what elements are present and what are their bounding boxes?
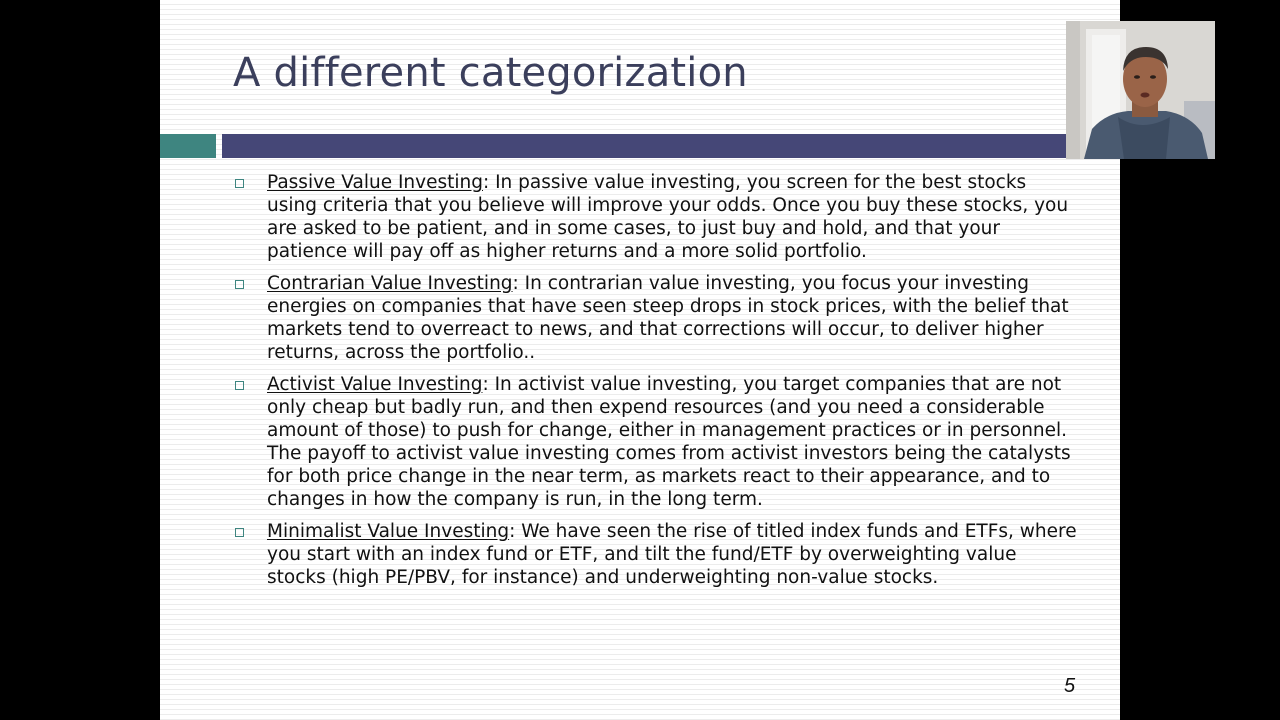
bullet-list — [235, 171, 1080, 598]
hollow-square-icon — [235, 179, 244, 188]
bullet-term: Contrarian Value Investing — [267, 273, 513, 294]
slide-page-number: 5 — [1064, 675, 1076, 697]
bullet-item-minimalist — [235, 520, 1080, 589]
bullet-text: : In activist value investing, you target companies that are not only cheap but badly run, and then expend resources (and you need a considerable amount of those) to push for change, either in management practices or in personnel. The payoff to activist value investing comes from activist investors being the catalysts for both price change in the near term, as markets react to their appearance, and to changes in how the company is run, in the long term. — [267, 374, 1071, 510]
bullet-item-activist — [235, 373, 1080, 511]
presenter-figure — [1066, 21, 1215, 159]
presenter-webcam-thumbnail — [1066, 21, 1215, 159]
bullet-text: : In passive value investing, you screen for the best stocks using criteria that you believe will improve your odds. Once you buy these stocks, you are asked to be patient, and in some cases, to just buy and hold, and that your patience will pay off as higher returns and a more solid portfolio. — [267, 172, 1069, 262]
accent-bar-indigo — [222, 134, 1120, 158]
bullet-item-passive — [235, 171, 1080, 263]
bullet-item-contrarian — [235, 272, 1080, 364]
hollow-square-icon — [235, 528, 244, 537]
presentation-slide — [160, 0, 1120, 720]
bullet-term: Passive Value Investing — [267, 172, 483, 193]
bullet-term: Activist Value Investing — [267, 374, 483, 395]
bullet-text: : In contrarian value investing, you focus your investing energies on companies that have seen steep drops in stock prices, with the belief that markets tend to overreact to news, and that corrections will occur, to deliver higher returns, across the portfolio.. — [267, 273, 1069, 363]
hollow-square-icon — [235, 381, 244, 390]
bullet-term: Minimalist Value Investing — [267, 521, 510, 542]
hollow-square-icon — [235, 280, 244, 289]
bullet-text: : We have seen the rise of titled index funds and ETFs, where you start with an index fund or ETF, and tilt the fund/ETF by overweighting value stocks (high PE/PBV, for instance) and underweighting non-value stocks. — [267, 521, 1077, 588]
accent-bar-teal — [160, 134, 216, 158]
slide-title: A different categorization — [233, 50, 748, 96]
